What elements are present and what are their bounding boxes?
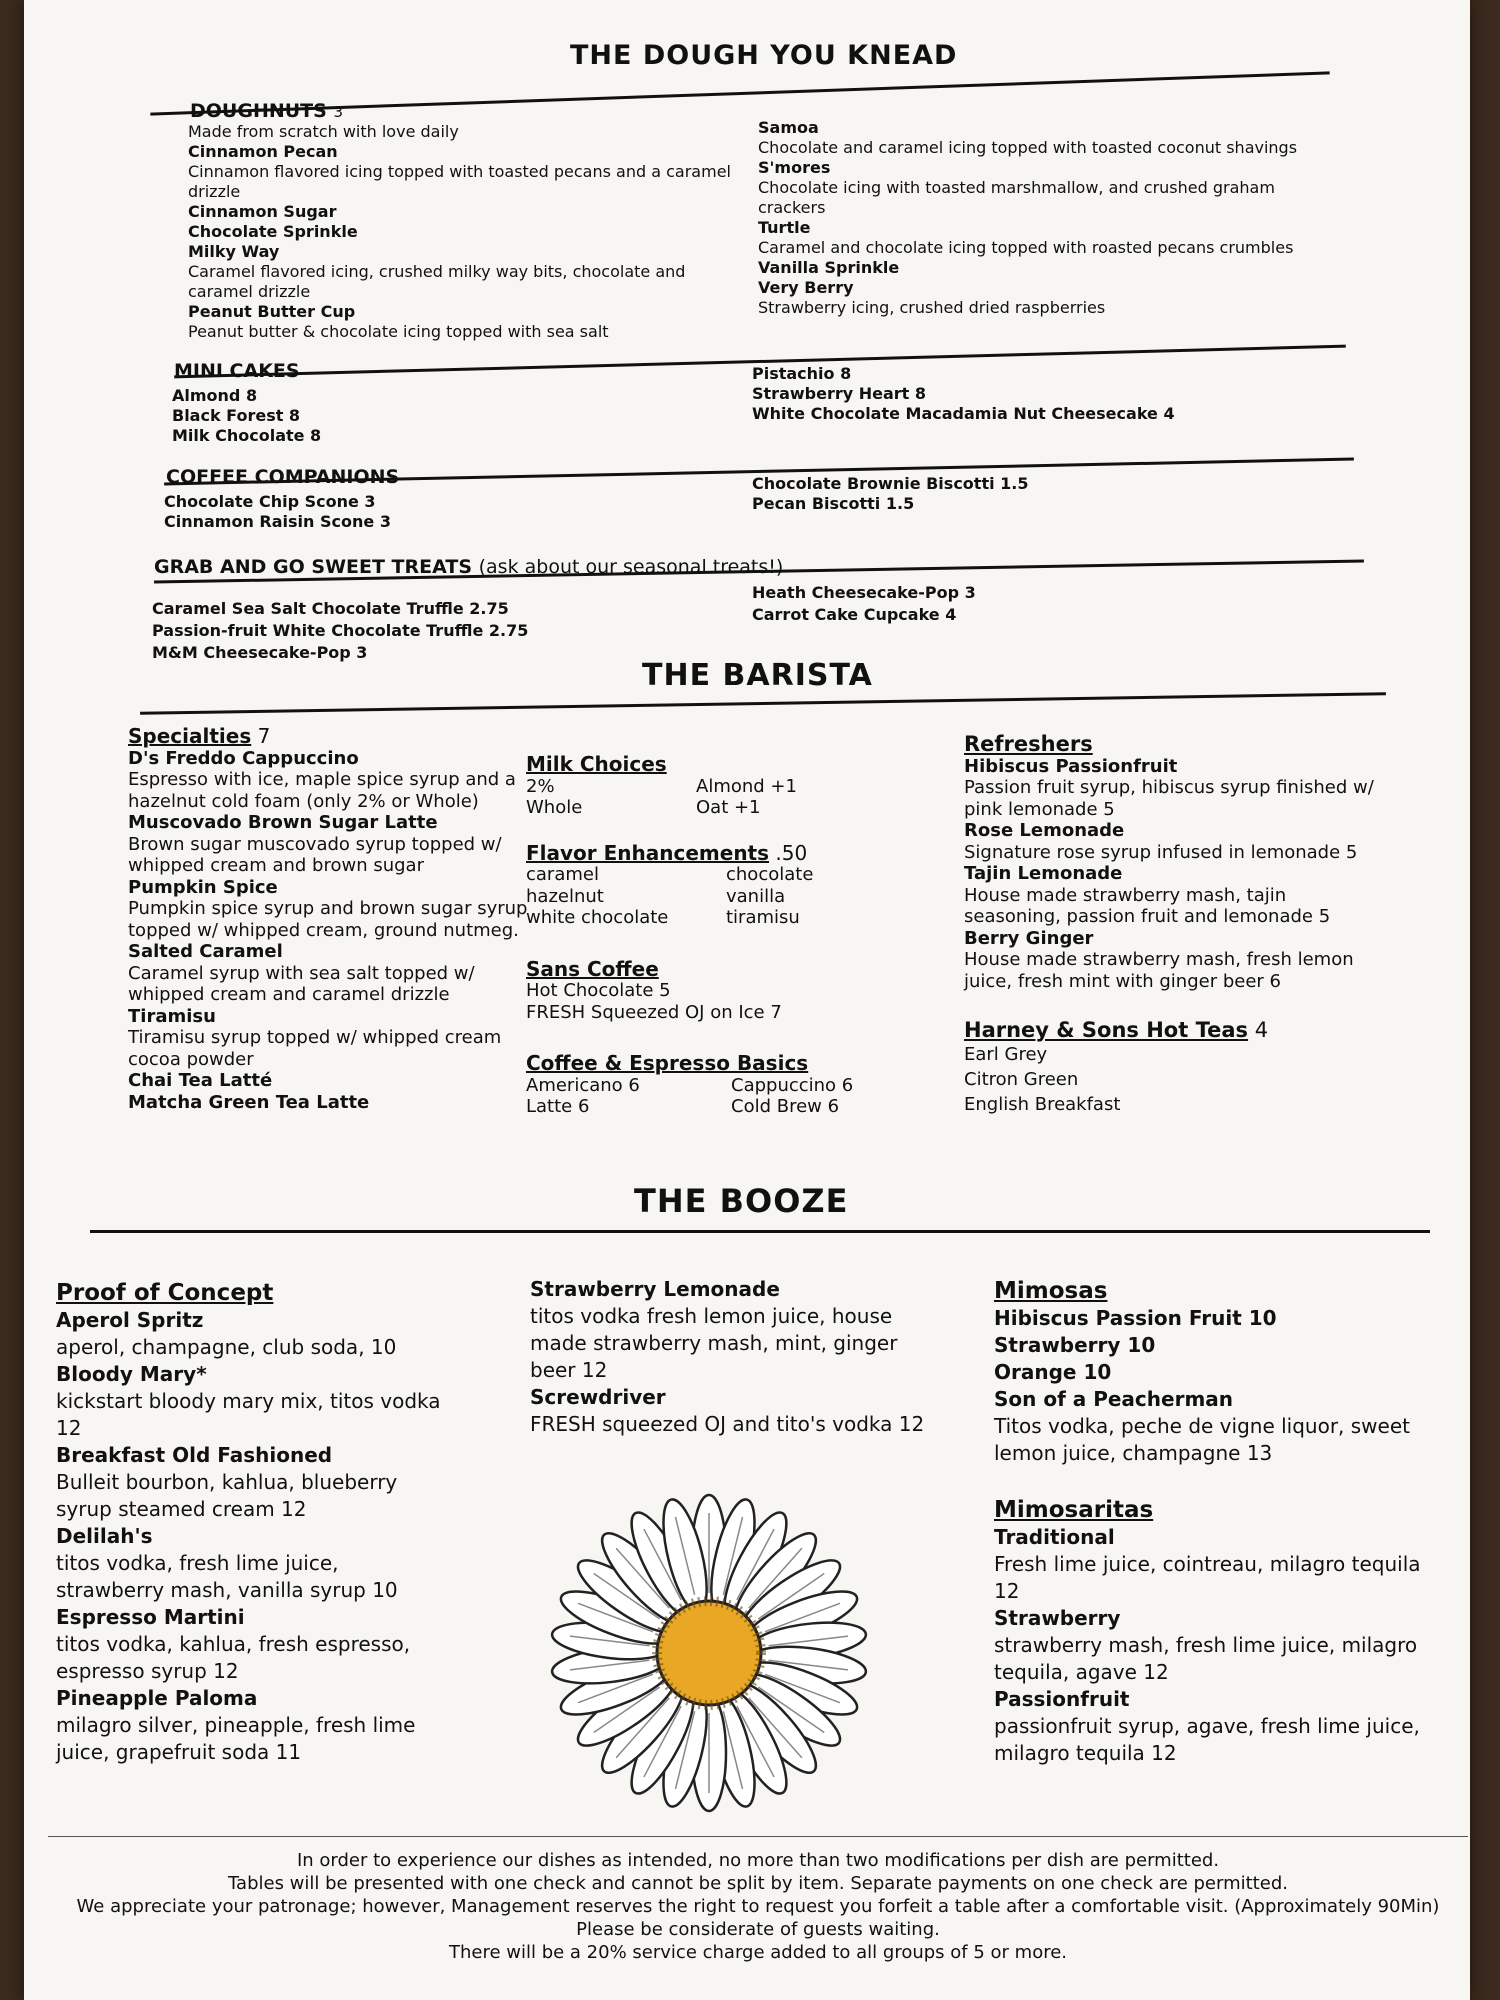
doughnut-item-name: Milky Way [188,242,280,261]
cocktail-item-name: Espresso Martini [56,1605,245,1629]
doughnut-item-name: Cinnamon Pecan [188,142,338,161]
basic-item: Cappuccino 6 [731,1074,854,1096]
cocktail-item-desc: FRESH squeezed OJ and tito's vodka 12 [530,1412,925,1436]
specialty-item-desc: Espresso with ice, maple spice syrup and a hazelnut cold foam (only 2% or Whole) [128,769,516,812]
milk-item: 2% [526,775,555,797]
sans-coffee-item: FRESH Squeezed OJ on Ice 7 [526,1001,782,1023]
refresher-item-desc: Passion fruit syrup, hibiscus syrup finished w/ pink lemonade 5 [964,777,1374,820]
mini-cake-item: Black Forest 8 [172,406,301,425]
mimosarita-item-desc: Fresh lime juice, cointreau, milagro tequila 12 [994,1552,1421,1603]
cocktail-item-name: Aperol Spritz [56,1308,204,1332]
cocktail-item-name: Bloody Mary* [56,1362,207,1386]
booze-rule [90,1230,1430,1233]
basics-options [526,1075,856,1118]
refresher-item-desc: House made strawberry mash, tajin seasoning, passion fruit and lemonade 5 [964,884,1331,927]
footer-line-item: Tables will be presented with one check and cannot be split by item. Separate payments on one check are permitted. [228,1873,1288,1894]
doughnut-item-name: Samoa [758,118,819,137]
specialty-item-name: Tiramisu [128,1005,216,1027]
cocktail-item-name: Breakfast Old Fashioned [56,1443,333,1467]
mini-cake-item: Pistachio 8 [752,364,852,383]
companions-left [164,492,564,532]
treat-item: Heath Cheesecake-Pop 3 [752,583,976,602]
footer-line-item: There will be a 20% service charge added to all groups of 5 or more. [448,1942,1068,1963]
menu-paper [24,0,1470,2000]
grab-note: (ask about our seasonal treats!) [478,556,784,578]
mimosa-item-name: Son of a Peacherman [994,1387,1234,1411]
daisy-illustration [544,1488,874,1818]
refresher-item-name: Rose Lemonade [964,820,1125,841]
grab-label: GRAB AND GO SWEET TREATS [154,556,472,578]
specialty-item-name: Muscovado Brown Sugar Latte [128,812,438,833]
mimosarita-item-name: Passionfruit [994,1687,1130,1711]
flavor-price: .50 [775,840,808,865]
treat-item: Passion-fruit White Chocolate Truffle 2.75 [152,621,529,640]
teas-list [964,1042,1384,1117]
mimosas-column [994,1278,1434,1767]
doughnut-item-desc: Caramel and chocolate icing topped with roasted pecans crumbles [758,238,1294,257]
grab-heading [154,556,783,578]
footer-line-item: We appreciate your patronage; however, Management reserves the right to request you forfeit a table after a comfortable visit. (Approximately 90Min) Please be considerate of guests waiting. [76,1896,1440,1940]
doughnut-item-name: Chocolate Sprinkle [188,222,358,241]
refresher-item-desc: House made strawberry mash, fresh lemon juice, fresh mint with ginger beer 6 [964,949,1354,992]
cocktail-item-name: Strawberry Lemonade [530,1277,780,1301]
mini-cake-item: Milk Chocolate 8 [172,426,322,445]
cocktail-item-desc: Bulleit bourbon, kahlua, blueberry syrup steamed cream 12 [56,1470,398,1521]
mimosa-item-desc: Titos vodka, peche de vigne liquor, sweet lemon juice, champagne 13 [994,1414,1410,1465]
flavor-item: white chocolate [526,907,669,928]
flavor-label: Flavor Enhancements [526,840,770,865]
milk-item: Whole [526,797,583,818]
booze-middle-list [530,1276,930,1438]
grab-left [152,598,632,664]
flavor-left [526,864,686,929]
milk-heading: Milk Choices [526,752,667,776]
mini-cake-item: Strawberry Heart 8 [752,384,927,403]
refresher-item-name: Tajin Lemonade [964,863,1123,884]
cocktail-item-desc: titos vodka fresh lemon juice, house made strawberry mash, mint, ginger beer 12 [530,1304,898,1382]
refresher-item-desc: Signature rose syrup infused in lemonade 5 [964,841,1358,863]
footer-notice [48,1836,1468,1964]
specialty-item-desc: Pumpkin spice syrup and brown sugar syrup topped w/ whipped cream, ground nutmeg. [128,898,528,941]
sans-coffee-list [526,980,856,1023]
mimosaritas-heading: Mimosaritas [994,1497,1154,1523]
refresher-item-name: Hibiscus Passionfruit [964,755,1178,777]
cocktail-item-desc: titos vodka, kahlua, fresh espresso, espresso syrup 12 [56,1632,411,1683]
refreshers-column [964,734,1384,1117]
flavor-item: vanilla [726,885,786,907]
mini-cakes-left [172,386,572,446]
specialties-label: Specialties [128,724,252,748]
specialties-heading [128,726,528,748]
proof-column [56,1280,446,1766]
mini-cakes-right [752,364,1352,424]
footer-line-item: In order to experience our dishes as intended, no more than two modifications per dish are permitted. [296,1850,1220,1871]
cocktail-item-name: Pineapple Paloma [56,1686,258,1710]
specialties-column [128,726,528,1113]
doughnuts-left [188,122,738,342]
flavor-item: caramel [526,864,599,885]
doughnut-item-desc: Cinnamon flavored icing topped with toasted pecans and a caramel drizzle [188,162,731,201]
booze-title: THE BOOZE [634,1182,849,1220]
doughnuts-label: DOUGHNUTS [190,100,327,122]
companion-item: Pecan Biscotti 1.5 [752,494,915,513]
doughnuts-sub: Made from scratch with love daily [188,122,459,141]
flavor-item: tiramisu [726,907,800,928]
doughnut-item-name: Turtle [758,218,811,237]
cocktail-item-desc: titos vodka, fresh lime juice, strawberry mash, vanilla syrup 10 [56,1551,398,1602]
milk-right [696,776,797,819]
mimosa-item-name: Hibiscus Passion Fruit 10 [994,1306,1277,1330]
doughnuts-right [758,118,1318,318]
mimosarita-item-desc: strawberry mash, fresh lime juice, milagro tequila, agave 12 [994,1633,1418,1684]
teas-price: 4 [1254,1018,1269,1042]
basics-right [731,1075,853,1118]
companion-item: Chocolate Chip Scone 3 [164,492,376,511]
daisy-center [657,1601,761,1705]
mimosas-list [994,1305,1434,1467]
doughnuts-right-list [758,118,1318,318]
specialty-item-name: Salted Caramel [128,941,283,962]
doughnuts-left-list [188,142,738,342]
teas-heading [964,1020,1384,1042]
barista-title: THE BARISTA [642,658,873,693]
treat-item: Carrot Cake Cupcake 4 [752,605,957,624]
specialties-list [128,748,528,1114]
companion-item: Chocolate Brownie Biscotti 1.5 [752,474,1029,493]
doughnut-item-desc: Strawberry icing, crushed dried raspberries [758,298,1106,317]
milk-item: Almond +1 [696,775,797,797]
specialty-item-desc: Tiramisu syrup topped w/ whipped cream cocoa powder [128,1027,502,1070]
flavor-item: chocolate [726,864,814,885]
flavor-item: hazelnut [526,885,604,907]
refreshers-heading: Refreshers [964,732,1093,756]
teas-label: Harney & Sons Hot Teas [964,1018,1249,1042]
doughnut-item-desc: Chocolate and caramel icing topped with toasted coconut shavings [758,138,1298,157]
mimosa-item-name: Orange 10 [994,1360,1112,1384]
refreshers-list [964,756,1384,993]
mimosaritas-list [994,1524,1434,1767]
tea-item: English Breakfast [964,1093,1121,1115]
treat-item: M&M Cheesecake-Pop 3 [152,643,368,662]
cocktail-item-name: Screwdriver [530,1385,666,1409]
mini-cake-item: Almond 8 [172,386,258,405]
milk-column [526,754,856,1118]
mimosarita-item-desc: passionfruit syrup, agave, fresh lime juice, milagro tequila 12 [994,1714,1420,1765]
flavor-heading [526,840,856,865]
mimosa-item-name: Strawberry 10 [994,1333,1156,1357]
basics-left [526,1075,691,1118]
basic-item: Cold Brew 6 [731,1096,840,1117]
refresher-item-name: Berry Ginger [964,927,1094,949]
doughnut-item-name: Vanilla Sprinkle [758,258,900,277]
companion-item: Cinnamon Raisin Scone 3 [164,512,391,531]
milk-item: Oat +1 [696,797,761,818]
cocktail-item-desc: aperol, champagne, club soda, 10 [56,1335,397,1359]
doughnut-item-name: Cinnamon Sugar [188,202,337,221]
grab-right [752,582,1352,626]
proof-heading: Proof of Concept [56,1280,274,1306]
specialty-item-name: D's Freddo Cappuccino [128,747,359,769]
flavor-options [526,864,856,929]
doughnut-item-name: Peanut Butter Cup [188,302,356,321]
basic-item: Americano 6 [526,1074,640,1096]
specialty-item-name: Chai Tea Latté [128,1070,273,1091]
basic-item: Latte 6 [526,1096,590,1117]
basics-heading: Coffee & Espresso Basics [526,1051,809,1075]
mimosarita-item-name: Strawberry [994,1606,1121,1630]
doughnut-item-name: S'mores [758,158,831,177]
sans-coffee-heading: Sans Coffee [526,956,659,981]
mimosarita-item-name: Traditional [994,1525,1115,1549]
companions-heading: COFFEE COMPANIONS [166,466,400,488]
specialty-item-desc: Brown sugar muscovado syrup topped w/ whipped cream and brown sugar [128,833,502,876]
milk-options [526,776,856,819]
proof-list [56,1307,446,1766]
doughnut-item-desc: Peanut butter & chocolate icing topped with sea salt [188,322,609,341]
cocktail-item-desc: milagro silver, pineapple, fresh lime juice, grapefruit soda 11 [56,1713,416,1764]
doughnut-item-desc: Caramel flavored icing, crushed milky way bits, chocolate and caramel drizzle [188,262,686,301]
doughnut-item-name: Very Berry [758,278,854,297]
doughnuts-price: 3 [333,103,343,121]
mini-cakes-heading: MINI CAKES [174,360,300,382]
specialty-item-name: Matcha Green Tea Latte [128,1091,370,1113]
tea-item: Earl Grey [964,1043,1048,1065]
milk-left [526,776,656,819]
specialty-item-name: Pumpkin Spice [128,876,278,898]
tea-item: Citron Green [964,1068,1079,1090]
cocktail-item-desc: kickstart bloody mary mix, titos vodka 12 [56,1389,441,1440]
specialties-price: 7 [257,724,271,748]
companions-right [752,474,1352,514]
booze-middle-column [530,1276,930,1438]
mini-cake-item: White Chocolate Macadamia Nut Cheesecake 4 [752,404,1175,423]
flavor-right [726,864,813,929]
mimosas-heading: Mimosas [994,1278,1108,1304]
cocktail-item-name: Delilah's [56,1524,153,1548]
specialty-item-desc: Caramel syrup with sea salt topped w/ whipped cream and caramel drizzle [128,962,475,1005]
dough-title: THE DOUGH YOU KNEAD [570,40,958,71]
barista-rule [140,692,1386,715]
doughnut-item-desc: Chocolate icing with toasted marshmallow, and crushed graham crackers [758,178,1275,217]
sans-coffee-item: Hot Chocolate 5 [526,980,671,1001]
doughnuts-heading [190,100,343,122]
treat-item: Caramel Sea Salt Chocolate Truffle 2.75 [152,599,509,618]
